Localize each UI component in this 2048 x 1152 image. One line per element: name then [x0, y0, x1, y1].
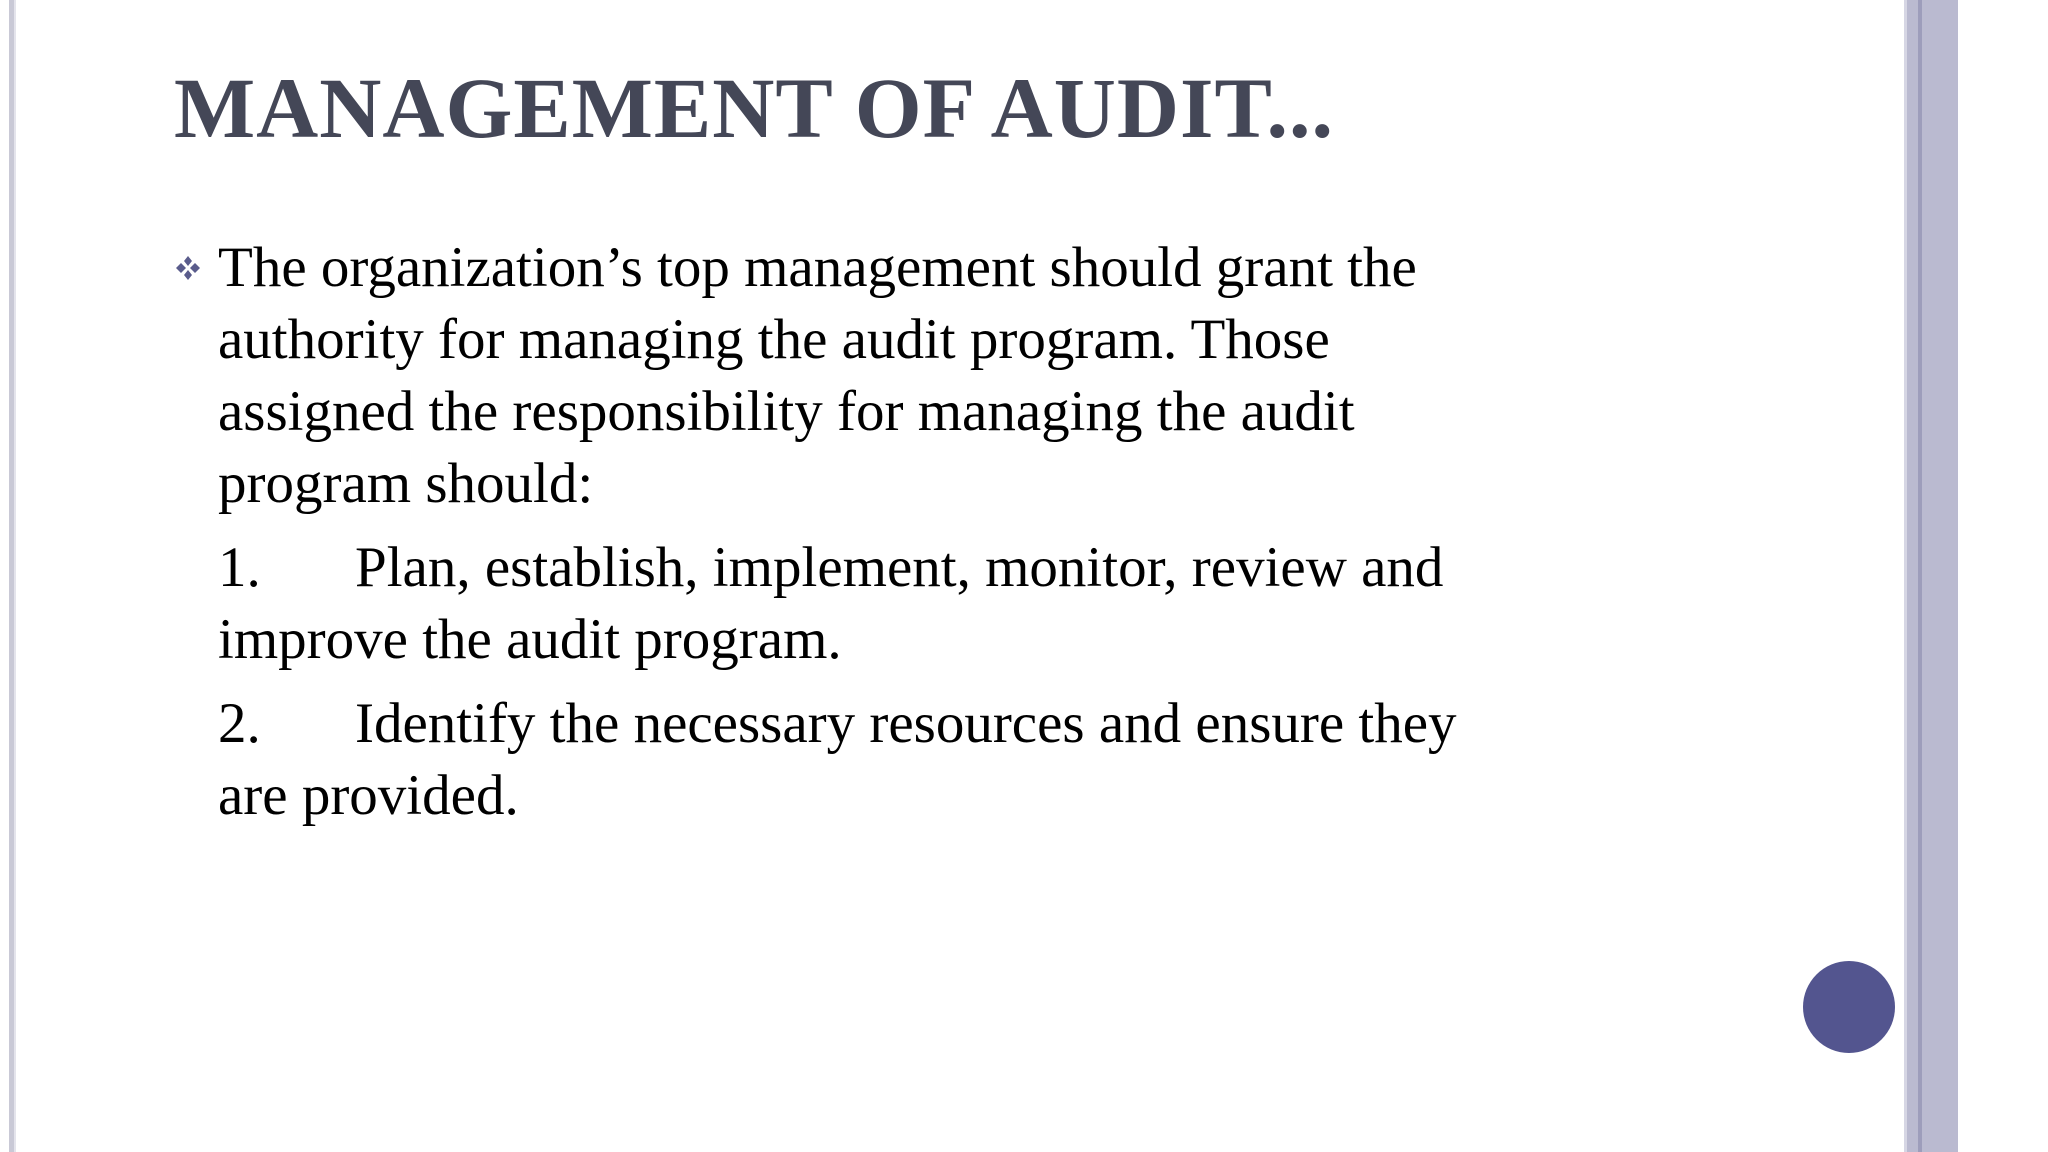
- slide-body: [174, 232, 1534, 832]
- decorative-circle: [1803, 961, 1895, 1053]
- item-text: Plan, establish, implement, monitor, review and: [355, 536, 1444, 599]
- numbered-item-2: [174, 688, 1534, 832]
- item-text: Identify the necessary resources and ensure they: [355, 692, 1457, 755]
- numbered-item-1: [174, 532, 1534, 676]
- right-accent-band: [1904, 0, 1958, 1152]
- slide-title: MANAGEMENT OF AUDIT...: [174, 60, 1334, 156]
- item-number: 2.: [218, 692, 261, 755]
- left-border-rule-inner: [14, 0, 16, 1152]
- right-accent-band-edge: [1904, 0, 1907, 1152]
- right-accent-band-line: [1918, 0, 1922, 1152]
- bullet-line: authority for managing the audit program. Those: [218, 308, 1330, 371]
- diamond-cluster-bullet-icon: [174, 254, 202, 282]
- item-number: 1.: [218, 536, 261, 599]
- bullet-line: The organization’s top management should grant the: [218, 236, 1417, 299]
- bullet-line: program should:: [218, 452, 594, 515]
- bullet-line: assigned the responsibility for managing the audit: [218, 380, 1355, 443]
- numbered-item-line: [218, 532, 1534, 604]
- numbered-item-line: [218, 688, 1534, 760]
- bullet-paragraph: [174, 232, 1534, 520]
- numbered-item-line: are provided.: [218, 764, 519, 827]
- numbered-item-line: improve the audit program.: [218, 608, 842, 671]
